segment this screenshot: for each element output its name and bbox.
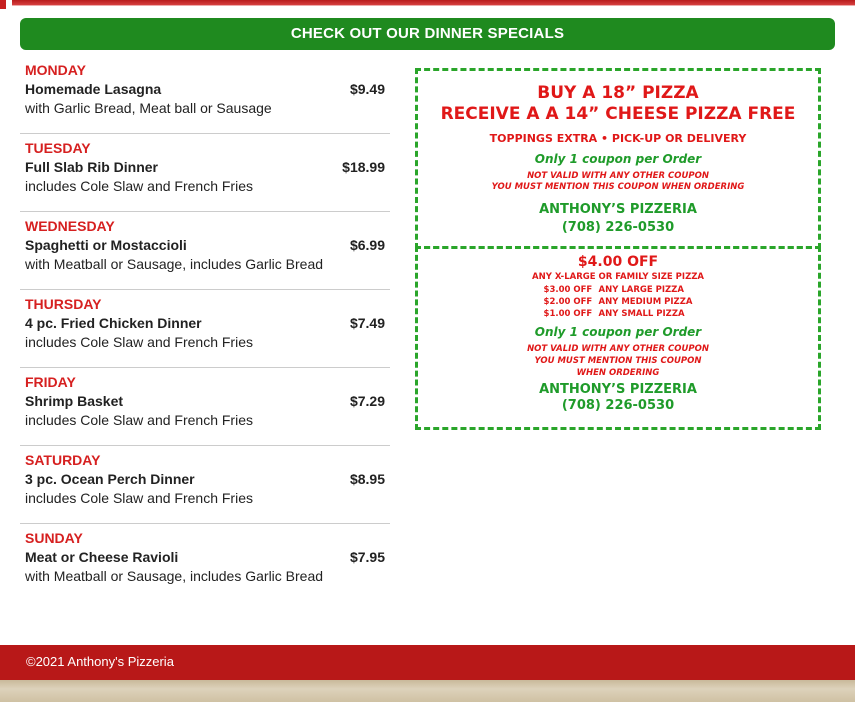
dish-name: Shrimp Basket xyxy=(25,393,124,409)
dish-description: includes Cole Slaw and French Fries xyxy=(25,412,253,428)
coupon-buy-18-pizza xyxy=(415,68,821,249)
coupon-notice: WHEN ORDERING xyxy=(576,368,660,378)
coupon-headline: BUY A 18” PIZZA xyxy=(537,83,699,103)
coupon-business-name: ANTHONY’S PIZZERIA xyxy=(539,382,697,397)
coupon-notice: NOT VALID WITH ANY OTHER COUPON xyxy=(527,171,709,181)
dish-name: Full Slab Rib Dinner xyxy=(25,159,159,175)
special-wednesday xyxy=(20,212,390,290)
special-sunday xyxy=(20,524,390,602)
dish-price: $8.95 xyxy=(349,471,385,487)
coupon-subheadline: ANY X-LARGE OR FAMILY SIZE PIZZA xyxy=(532,272,704,282)
coupon-notice: NOT VALID WITH ANY OTHER COUPON xyxy=(527,344,709,354)
dish-name: Spaghetti or Mostaccioli xyxy=(25,237,187,253)
special-monday xyxy=(20,56,390,134)
special-friday xyxy=(20,368,390,446)
dish-description: with Meatball or Sausage, includes Garlic Bread xyxy=(25,568,324,584)
coupon-subheadline: RECEIVE A A 14” CHEESE PIZZA FREE xyxy=(440,104,796,124)
footer xyxy=(0,645,855,680)
specials-list xyxy=(20,56,390,602)
dish-price: $7.49 xyxy=(349,315,385,331)
copyright-text: ©2021 Anthony's Pizzeria xyxy=(26,654,174,669)
top-decor xyxy=(0,0,855,10)
coupon-dollars-off xyxy=(415,246,821,430)
dish-description: includes Cole Slaw and French Fries xyxy=(25,178,253,194)
coupon-limit: Only 1 coupon per Order xyxy=(534,152,702,166)
coupon-phone: (708) 226-0530 xyxy=(561,220,675,235)
dish-price: $18.99 xyxy=(342,159,385,175)
coupon-business-name: ANTHONY’S PIZZERIA xyxy=(539,202,697,217)
top-red-line xyxy=(12,0,855,6)
day-name: SATURDAY xyxy=(25,452,101,468)
coupon-terms: TOPPINGS EXTRA • PICK-UP OR DELIVERY xyxy=(489,132,747,145)
dish-name: 3 pc. Ocean Perch Dinner xyxy=(25,471,195,487)
dish-name: Meat or Cheese Ravioli xyxy=(25,549,179,565)
footer-background xyxy=(0,680,855,702)
day-name: SUNDAY xyxy=(25,530,83,546)
coupon-notice: YOU MUST MENTION THIS COUPON xyxy=(534,356,702,366)
top-red-corner xyxy=(0,0,6,9)
dish-description: includes Cole Slaw and French Fries xyxy=(25,334,253,350)
special-saturday xyxy=(20,446,390,524)
special-thursday xyxy=(20,290,390,368)
dish-price: $6.99 xyxy=(349,237,385,253)
dish-description: with Meatball or Sausage, includes Garlic Bread xyxy=(25,256,324,272)
coupon-phone: (708) 226-0530 xyxy=(561,398,675,413)
special-tuesday xyxy=(20,134,390,212)
day-name: THURSDAY xyxy=(25,296,102,312)
dish-name: Homemade Lasagna xyxy=(25,81,162,97)
dish-price: $7.95 xyxy=(349,549,385,565)
specials-header: CHECK OUT OUR DINNER SPECIALS xyxy=(20,18,835,50)
day-name: MONDAY xyxy=(25,62,86,78)
day-name: WEDNESDAY xyxy=(25,218,115,234)
dish-description: with Garlic Bread, Meat ball or Sausage xyxy=(25,100,272,116)
coupon-notice: YOU MUST MENTION THIS COUPON WHEN ORDERING xyxy=(491,182,745,192)
coupon-offers xyxy=(544,284,693,320)
coupon-offer: $2.00 OFF ANY MEDIUM PIZZA xyxy=(543,297,693,307)
coupon-limit: Only 1 coupon per Order xyxy=(534,325,702,339)
day-name: FRIDAY xyxy=(25,374,76,390)
dish-description: includes Cole Slaw and French Fries xyxy=(25,490,253,506)
coupons-image xyxy=(415,68,821,430)
coupon-headline: $4.00 OFF xyxy=(577,254,659,270)
dish-price: $9.49 xyxy=(349,81,385,97)
dish-name: 4 pc. Fried Chicken Dinner xyxy=(25,315,202,331)
dish-price: $7.29 xyxy=(349,393,385,409)
coupon-offer: $3.00 OFF ANY LARGE PIZZA xyxy=(543,285,684,295)
day-name: TUESDAY xyxy=(25,140,91,156)
coupon-offer: $1.00 OFF ANY SMALL PIZZA xyxy=(543,309,685,319)
